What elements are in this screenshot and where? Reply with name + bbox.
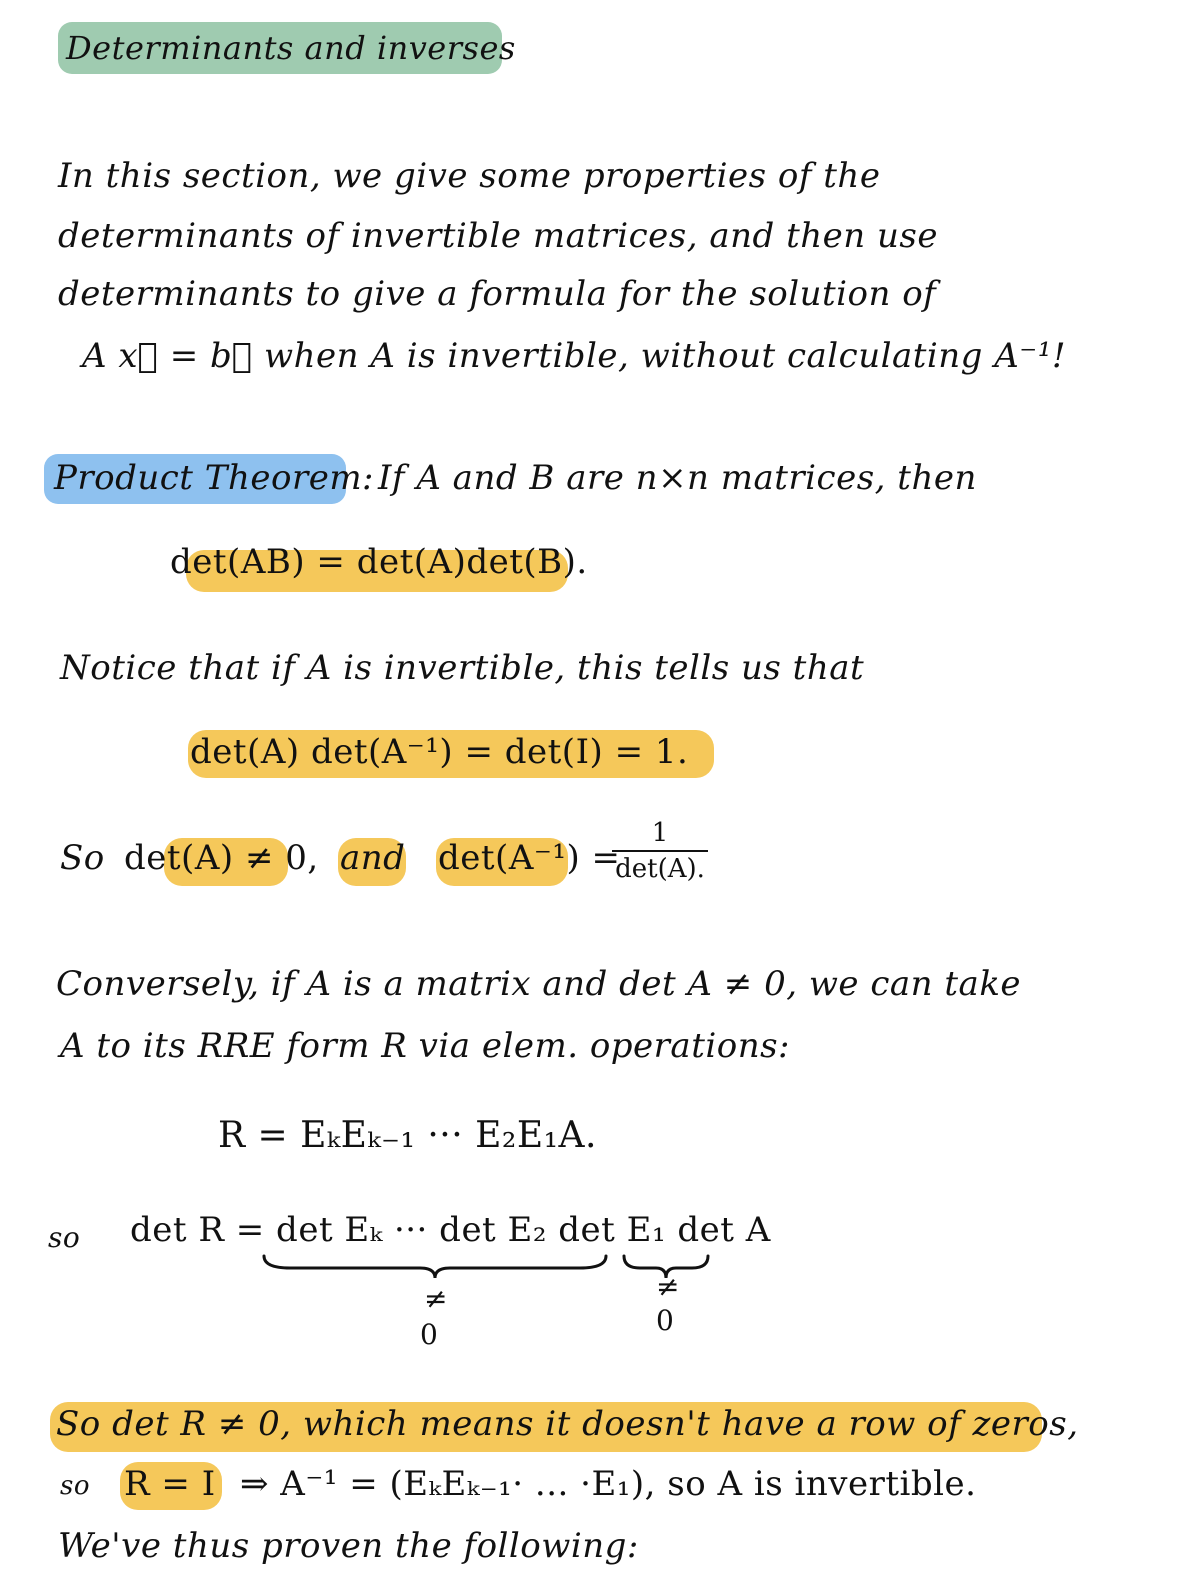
det-inv-lhs: det(A⁻¹) = <box>438 838 621 878</box>
conclusion-line-1: So det R ≠ 0, which means it doesn't have a row of zeros, <box>56 1404 1079 1444</box>
theorem-statement: If A and B are n×n matrices, then <box>378 458 977 498</box>
conclusion-line-3: We've thus proven the following: <box>58 1526 639 1566</box>
left-not-equal: ≠ <box>424 1282 448 1315</box>
theorem-label: Product Theorem: <box>54 458 375 498</box>
inverse-product: ⇒ A⁻¹ = (EₖEₖ₋₁· ... ·E₁), so A is invertible. <box>240 1464 977 1504</box>
fraction-bar <box>612 850 708 852</box>
r-equals-i: R = I <box>124 1464 216 1504</box>
det-inv-fraction <box>612 818 708 884</box>
det-so-prefix: so <box>48 1221 81 1254</box>
left-zero: 0 <box>420 1318 438 1351</box>
so-and: and <box>340 838 406 878</box>
so-prefix: So <box>60 838 105 878</box>
left-underbrace <box>260 1252 610 1280</box>
det-product-equation: det R = det Eₖ ··· det E₂ det E₁ det A <box>130 1210 771 1250</box>
right-not-equal: ≠ <box>656 1270 680 1303</box>
intro-line-4: A x⃗ = b⃗ when A is invertible, without calculating A⁻¹! <box>82 336 1067 376</box>
fraction-denominator: det(A). <box>615 854 705 884</box>
inverse-formula: det(A) det(A⁻¹) = det(I) = 1. <box>190 732 689 772</box>
det-nonzero: det(A) ≠ 0, <box>124 838 319 878</box>
intro-line-3: determinants to give a formula for the solution of <box>58 274 937 314</box>
fraction-numerator: 1 <box>651 818 669 848</box>
rre-equation: R = EₖEₖ₋₁ ··· E₂E₁A. <box>218 1115 597 1156</box>
conversely-line-2: A to its RRE form R via elem. operations: <box>60 1026 791 1066</box>
notice-text: Notice that if A is invertible, this tells us that <box>60 648 865 688</box>
conclusion-line-2-prefix: so <box>60 1471 90 1501</box>
intro-line-2: determinants of invertible matrices, and then use <box>58 216 938 256</box>
right-zero: 0 <box>656 1304 674 1337</box>
page-title: Determinants and inverses <box>66 29 516 67</box>
conversely-line-1: Conversely, if A is a matrix and det A ≠ 0, we can take <box>56 964 1022 1004</box>
product-formula: det(AB) = det(A)det(B). <box>170 542 588 582</box>
intro-line-1: In this section, we give some properties of the <box>58 156 881 196</box>
